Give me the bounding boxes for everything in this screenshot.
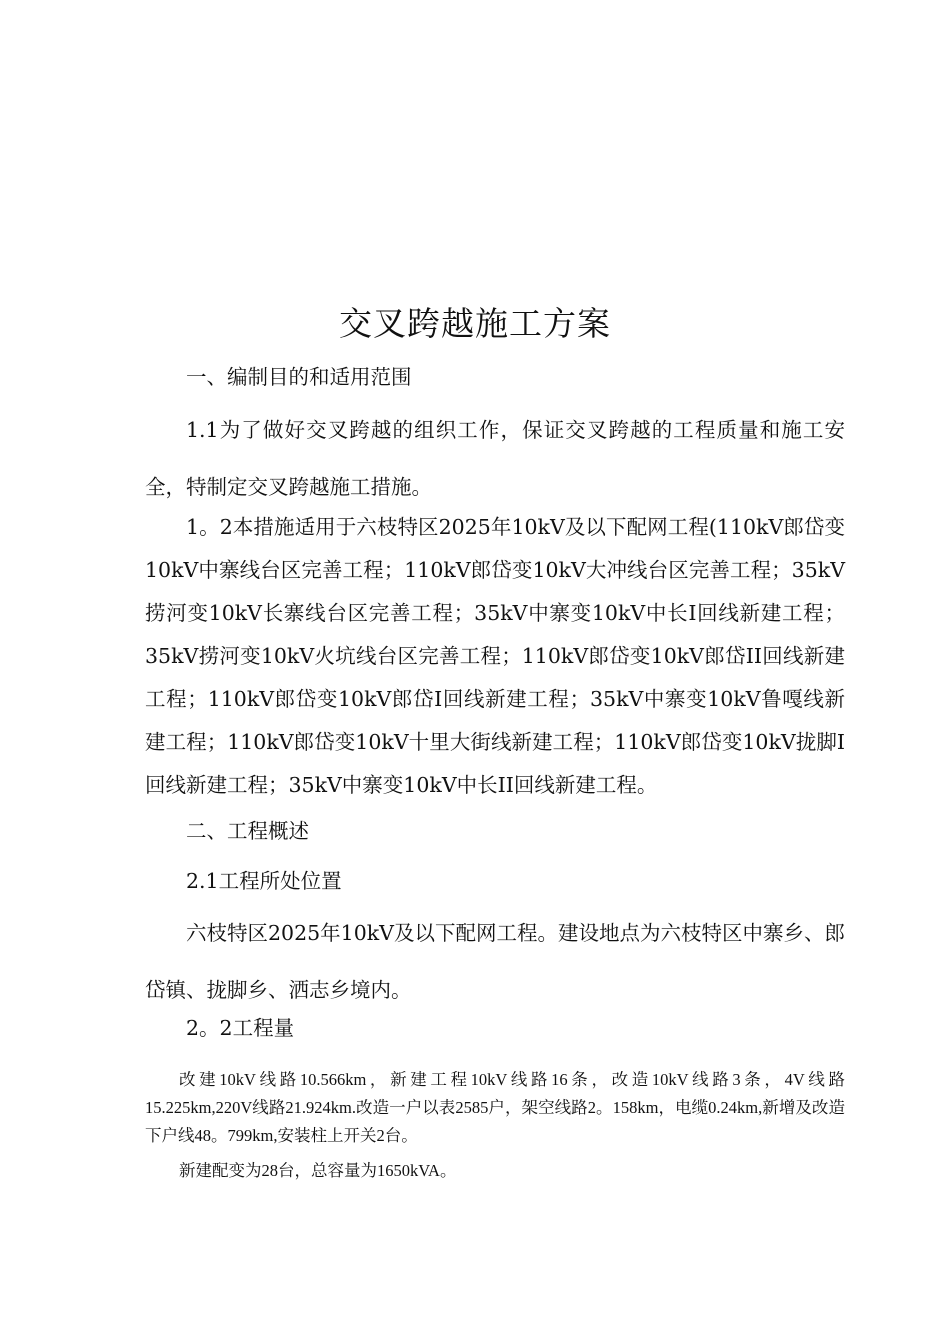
paragraph-1-2: 1。2本措施适用于六枝特区2025年10kV及以下配网工程(110kV郎岱变10kV中寨线台区完善工程；110kV郎岱变10kV大冲线台区完善工程；35kV捞河变10kV长寨线台区完善工程；35kV中寨变10kV中长I回线新建工程；35kV捞河变10kV火坑线台区完善工程；110kV郎岱变10kV郎岱II回线新建工程；110kV郎岱变10kV郎岱I回线新建工程；35kV中寨变10kV鲁嘎线新建工程；110kV郎岱变10kV十里大街线新建工程；110kV郎岱变10kV拢脚I回线新建工程；35kV中寨变10kV中长II回线新建工程。	[145, 515, 845, 797]
subsection-2-2-heading: 2。2工程量	[186, 1016, 295, 1040]
section-1-heading: 一、编制目的和适用范围	[186, 365, 412, 389]
paragraph-2-2-quantities: 改建10kV线路10.566km，新建工程10kV线路16条，改造10kV线路3条，4V线路15.225km,220V线路21.924km.改造一户以表2585户，架空线路2。158km，电缆0.24km,新增及改造下户线48。799km,安装柱上开关2台。	[145, 1070, 845, 1145]
document-title: 交叉跨越施工方案	[339, 304, 611, 343]
paragraph-2-2-transformers: 新建配变为28台，总容量为1650kVA。	[179, 1161, 457, 1180]
subsection-2-1-heading: 2.1工程所处位置	[186, 869, 342, 893]
paragraph-1-1: 1.1为了做好交叉跨越的组织工作，保证交叉跨越的工程质量和施工安全，特制定交叉跨越施工措施。	[145, 418, 845, 499]
paragraph-2-1: 六枝特区2025年10kV及以下配网工程。建设地点为六枝特区中寨乡、郎岱镇、拢脚乡、洒志乡境内。	[145, 921, 845, 1002]
section-2-heading: 二、工程概述	[186, 819, 309, 843]
